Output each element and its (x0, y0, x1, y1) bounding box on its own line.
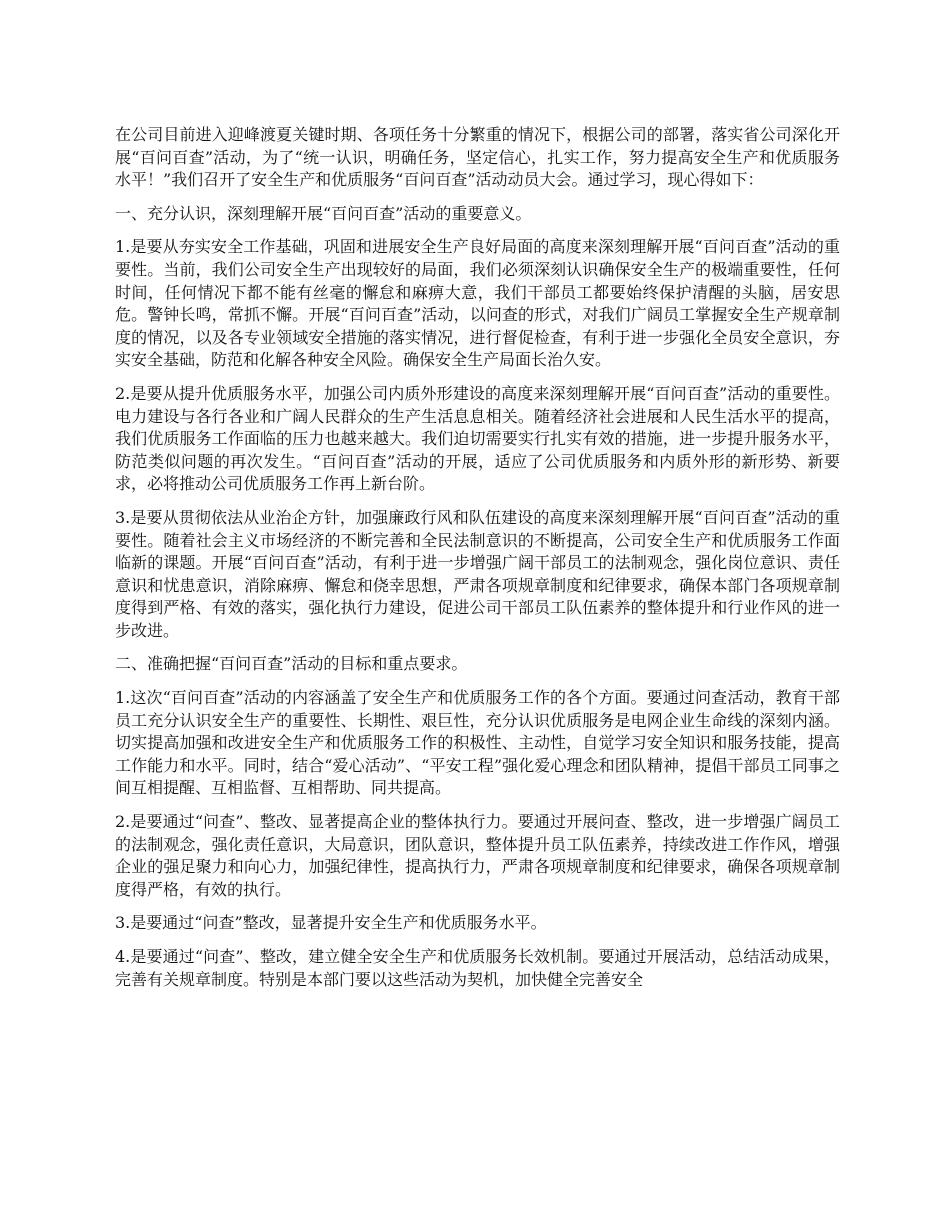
section-1-item-1: 1.是要从夯实安全工作基础，巩固和进展安全生产良好局面的高度来深刻理解开展“百问百查”活动的重要性。当前，我们公司安全生产出现较好的局面，我们必须深刻认识确保安全生产的极端重要性，任何时间，任何情况下都不能有丝毫的懈怠和麻痹大意，我们干部员工都要始终保护清醒的头脑，居安思危。警钟长鸣，常抓不懈。开展“百问百查”活动，以问查的形式，对我们广阔员工掌握安全生产规章制度的情况，以及各专业领域安全措施的落实情况，进行督促检查，有利于进一步强化全员安全意识，夯实安全基础，防范和化解各种安全风险。确保安全生产局面长治久安。 (115, 237, 840, 370)
section-1-item-3: 3.是要从贯彻依法从业治企方针，加强廉政行风和队伍建设的高度来深刻理解开展“百问百查”活动的重要性。随着社会主义市场经济的不断完善和全民法制意识的不断提高，公司安全生产和优质服务工作面临新的课题。开展“百问百查”活动，有利于进一步增强广阔干部员工的法制观念，强化岗位意识、责任意识和忧患意识，消除麻痹、懈怠和侥幸思想，严肃各项规章制度和纪律要求，确保本部门各项规章制度得到严格、有效的落实，强化执行力建设，促进公司干部员工队伍素养的整体提升和行业作风的进一步改进。 (115, 507, 840, 640)
document-body (115, 124, 840, 1002)
section-2-item-2: 2.是要通过“问查”、整改、显著提高企业的整体执行力。要通过开展问查、整改，进一步增强广阔员工的法制观念，强化责任意识，大局意识，团队意识，整体提升员工队伍素养，持续改进工作作风，增强企业的强足聚力和向心力，加强纪律性，提高执行力，严肃各项规章制度和纪律要求，确保各项规章制度得严格，有效的执行。 (115, 812, 840, 899)
section-heading-2: 二、准确把握“百问百查”活动的目标和重点要求。 (115, 654, 468, 674)
section-1-item-2: 2.是要从提升优质服务水平，加强公司内质外形建设的高度来深刻理解开展“百问百查”活动的重要性。电力建设与各行各业和广阔人民群众的生产生活息息相关。随着经济社会进展和人民生活水平的提高，我们优质服务工作面临的压力也越来越大。我们迫切需要实行扎实有效的措施，进一步提升服务水平，防范类似问题的再次发生。“百问百查”活动的开展，适应了公司优质服务和内质外形的新形势、新要求，必将推动公司优质服务工作再上新台阶。 (115, 383, 840, 494)
section-2-item-4: 4.是要通过“问查”、整改，建立健全安全生产和优质服务长效机制。要通过开展活动，总结活动成果，完善有关规章制度。特别是本部门要以这些活动为契机，加快健全完善安全 (115, 947, 840, 989)
section-heading-1: 一、充分认识，深刻理解开展“百问百查”活动的重要意义。 (115, 203, 532, 223)
intro-paragraph: 在公司目前进入迎峰渡夏关键时期、各项任务十分繁重的情况下，根据公司的部署，落实省公司深化开展“百问百查”活动，为了“统一认识，明确任务，坚定信心，扎实工作，努力提高安全生产和优质服务水平！”我们召开了安全生产和优质服务“百问百查”活动动员大会。通过学习，现心得如下： (115, 125, 840, 190)
section-2-item-3: 3.是要通过“问查”整改，显著提升安全生产和优质服务水平。 (115, 913, 547, 933)
section-2-item-1: 1.这次“百问百查”活动的内容涵盖了安全生产和优质服务工作的各个方面。要通过问查活动，教育干部员工充分认识安全生产的重要性、长期性、艰巨性，充分认识优质服务是电网企业生命线的深刻内涵。切实提高加强和改进安全生产和优质服务工作的积极性、主动性，自觉学习安全知识和服务技能，提高工作能力和水平。同时，结合“爱心活动”、“平安工程”强化爱心理念和团队精神，提倡干部员工同事之间互相提醒、互相监督、互相帮助、同共提高。 (115, 688, 840, 798)
